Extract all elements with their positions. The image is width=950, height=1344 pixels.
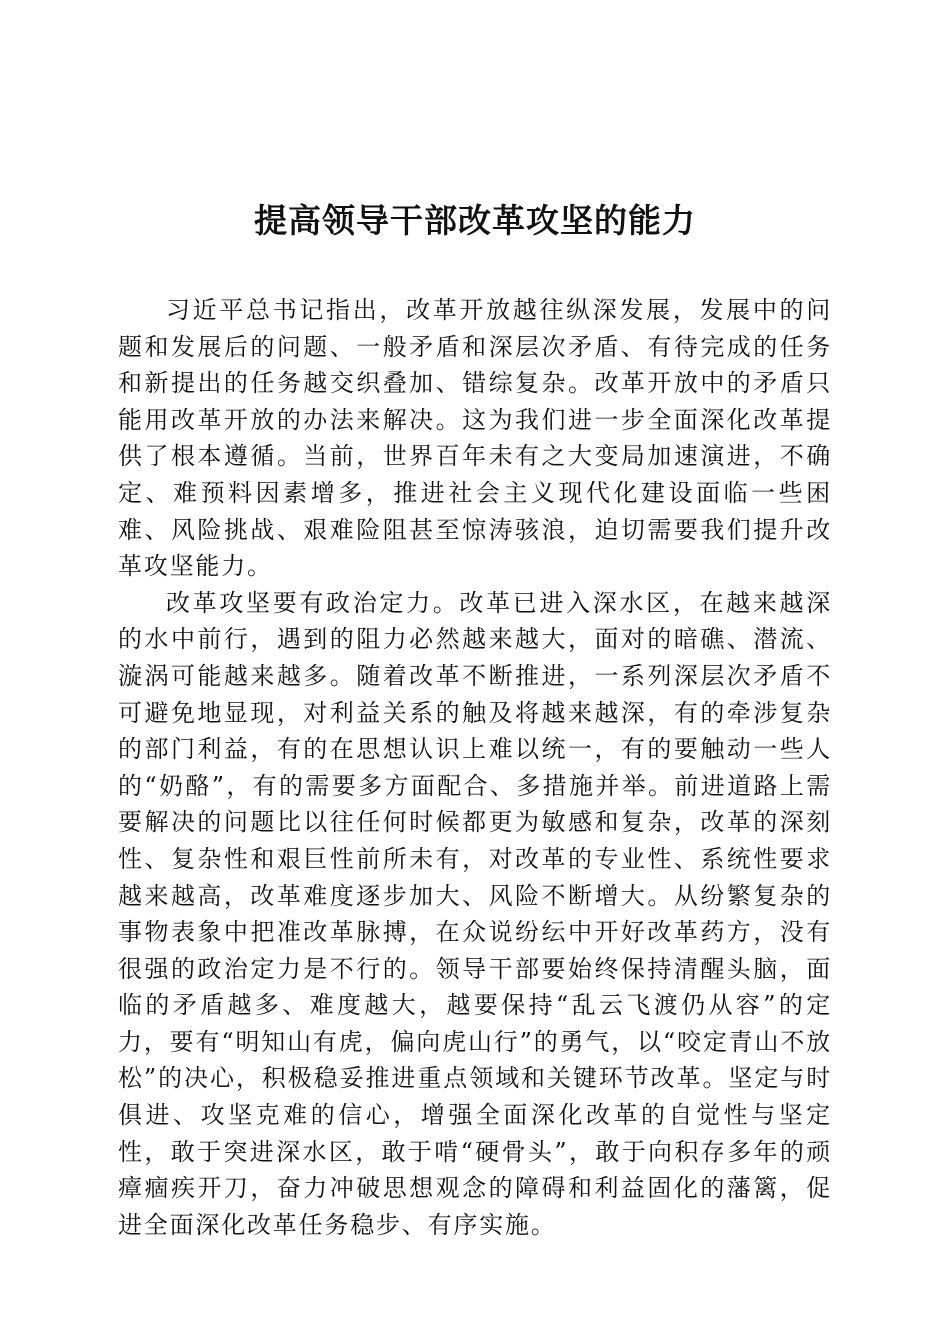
paragraph-intro: 习近平总书记指出，改革开放越往纵深发展，发展中的问题和发展后的问题、一般矛盾和深层次矛盾、有待完成的任务和新提出的任务越交织叠加、错综复杂。改革开放中的矛盾只能用改革开放的办法来解决。这为我们进一步全面深化改革提供了根本遵循。当前，世界百年未有之大变局加速演进，不确定、难预料因素增多，推进社会主义现代化建设面临一些困难、风险挑战、艰难险阻甚至惊涛骇浪，迫切需要我们提升改革攻坚能力。 — [118, 296, 832, 581]
document-body — [118, 292, 832, 1243]
paragraph-political-resolve: 改革攻坚要有政治定力。改革已进入深水区，在越来越深的水中前行，遇到的阻力必然越来越大，面对的暗礁、潜流、漩涡可能越来越多。随着改革不断推进，一系列深层次矛盾不可避免地显现，对利益关系的触及将越来越深，有的牵涉复杂的部门利益，有的在思想认识上难以统一，有的要触动一些人的“奶酪”，有的需要多方面配合、多措施并举。前进道路上需要解决的问题比以往任何时候都更为敏感和复杂，改革的深刻性、复杂性和艰巨性前所未有，对改革的专业性、系统性要求越来越高，改革难度逐步加大、风险不断增大。从纷繁复杂的事物表象中把准改革脉搏，在众说纷纭中开好改革药方，没有很强的政治定力是不行的。领导干部要始终保持清醒头脑，面临的矛盾越多、难度越大，越要保持“乱云飞渡仍从容”的定力，要有“明知山有虎，偏向虎山行”的勇气，以“咬定青山不放松”的决心，积极稳妥推进重点领域和关键环节改革。坚定与时俱进、攻坚克难的信心，增强全面深化改革的自觉性与坚定性，敢于突进深水区，敢于啃“硬骨头”，敢于向积存多年的顽瘴痼疾开刀，奋力冲破思想观念的障碍和利益固化的藩篱，促进全面深化改革任务稳步、有序实施。 — [118, 588, 832, 1239]
document-title: 提高领导干部改革攻坚的能力 — [254, 201, 696, 240]
